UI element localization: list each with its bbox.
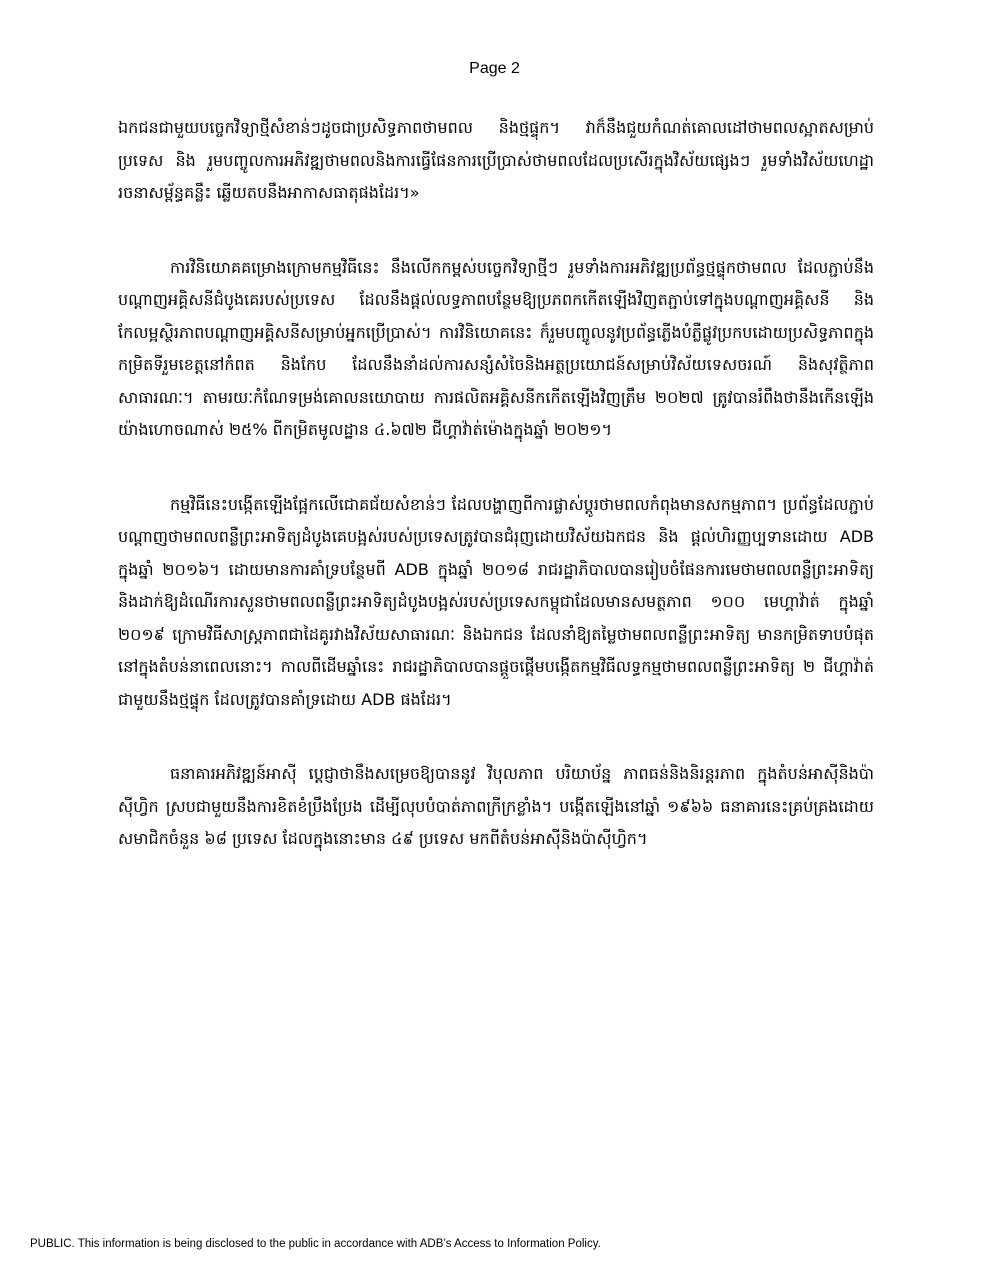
paragraph-about-adb: ធនាគារអភិវឌ្ឍន៍អាស៊ី ប្តេជ្ញាថានឹងសម្រេចឱ្យបាននូវ វិបុលភាព បរិយាប័ន្ន ភាពធន់និងនិរន្តរភាព ក្នុងតំបន់អាស៊ីនិងប៉ាស៊ីហ្វិក ស្របជាមួយនឹងការខិតខំប្រឹងប្រែង ដើម្បីលុបបំបាត់ភាពក្រីក្រខ្លាំង។ បង្កើតឡើងនៅឆ្នាំ ១៩៦៦ ធនាគារនេះគ្រប់គ្រងដោយសមាជិកចំនួន ៦៨ ប្រទេស ដែលក្នុងនោះមាន ៤៩ ប្រទេស មកពីតំបន់អាស៊ីនិងប៉ាស៊ីហ្វិក។ — [118, 764, 874, 848]
paragraph-solar-history: កម្មវិធីនេះបង្កើតឡើងផ្អែកលើជោគជ័យសំខាន់ៗ ដែលបង្ហាញពីការផ្លាស់ប្តូរថាមពលកំពុងមានសកម្មភាព។ ប្រព័ន្ធដែលភ្ជាប់បណ្តាញថាមពលពន្លឺព្រះអាទិត្យដំបូងគេបង្អស់របស់ប្រទេសត្រូវបានជំរុញដោយវិស័យឯកជន និង ផ្តល់ហិរញ្ញប្បទានដោយ ADB ក្នុងឆ្នាំ ២០១៦។ ដោយមានការគាំទ្របន្ថែមពី ADB ក្នុងឆ្នាំ ២០១៨ រាជរដ្ឋាភិបាលបានរៀបចំផែនការមេថាមពលពន្លឺព្រះអាទិត្យ និងដាក់ឱ្យដំណើរការសួនថាមពលពន្លឺព្រះអាទិត្យដំបូងបង្អស់របស់ប្រទេសកម្ពុជាដែលមានសមត្ថភាព ១០០ មេហ្គាវ៉ាត់ ក្នុងឆ្នាំ ២០១៩ ក្រោមវិធីសាស្រ្តភាពជាដៃគូរវាងវិស័យសាធារណៈ និងឯកជន ដែលនាំឱ្យតម្លៃថាមពលពន្លឺព្រះអាទិត្យ មានកម្រិតទាបបំផុតនៅក្នុងតំបន់នាពេលនោះ។ កាលពីដើមឆ្នាំនេះ រាជរដ្ឋាភិបាលបានផ្តួចផ្តើមបង្កើតកម្មវិធីលទ្ធកម្មថាមពលពន្លឺព្រះអាទិត្យ ២ ជីហ្គាវ៉ាត់ ជាមួយនឹងថ្មផ្ទុក ដែលត្រូវបានគាំទ្រដោយ ADB ផងដែរ។ — [118, 494, 874, 709]
paragraph-program-investment: ការវិនិយោគគម្រោងក្រោមកម្មវិធីនេះ នឹងលើកកម្ពស់បច្ចេកវិទ្យាថ្មីៗ រួមទាំងការអភិវឌ្ឍប្រព័ន្ធថ្មផ្ទុកថាមពល ដែលភ្ជាប់នឹងបណ្តាញអគ្គិសនីជំបូងគេរបស់ប្រទេស ដែលនឹងផ្តល់លទ្ធភាពបន្ថែមឱ្យប្រភពកកើតឡើងវិញតភ្ជាប់ទៅក្នុងបណ្តាញអគ្គិសនី និង កែលម្អស្ថិរភាពបណ្តាញអគ្គិសនីសម្រាប់អ្នកប្រើប្រាស់។ ការវិនិយោគនេះ ក៏រួមបញ្ចូលនូវប្រព័ន្ធភ្លើងបំភ្លឺផ្លូវប្រកបដោយប្រសិទ្ធភាពក្នុងកម្រិតទីរួមខេត្តនៅកំពត និងកែប ដែលនឹងនាំដល់ការសន្សំសំចៃនិងអត្ថប្រយោជន៍សម្រាប់វិស័យទេសចរណ៍ និងសុវត្ថិភាពសាធារណៈ។ តាមរយៈកំណែទម្រង់គោលនយោបាយ ការផលិតអគ្គិសនីកកើតឡើងវិញត្រឹម ២០២៧ ត្រូវបានរំពឹងថានឹងកើនឡើងយ៉ាងហោចណាស់ ២៥% ពីកម្រិតមូលដ្ឋាន ៤.៦៧២ ជីហ្គាវ៉ាត់ម៉ោងក្នុងឆ្នាំ ២០២១។ — [118, 257, 874, 439]
page-number: Page 2 — [469, 60, 520, 77]
document-body — [118, 112, 874, 898]
disclosure-footer: PUBLIC. This information is being disclosed to the public in accordance with ADB’s Access to Information Policy. — [30, 1238, 601, 1250]
paragraph-clean-energy-continuation: ឯកជនជាមួយបច្ចេកវិទ្យាថ្មីសំខាន់ៗដូចជាប្រសិទ្ធភាពថាមពល និងថ្មផ្ទុក។ វាក៏នឹងជួយកំណត់គោលដៅថាមពលស្អាតសម្រាប់ ប្រទេស និង រួមបញ្ចូលការអភិវឌ្ឍថាមពលនិងការធ្វើផែនការប្រើប្រាស់ថាមពលដែលប្រសើរក្នុងវិស័យផ្សេងៗ រួមទាំងវិស័យហេដ្ឋារចនាសម្ព័ន្ធគន្លឹះ ឆ្លើយតបនឹងអាកាសធាតុផងដែរ។» — [118, 118, 874, 202]
